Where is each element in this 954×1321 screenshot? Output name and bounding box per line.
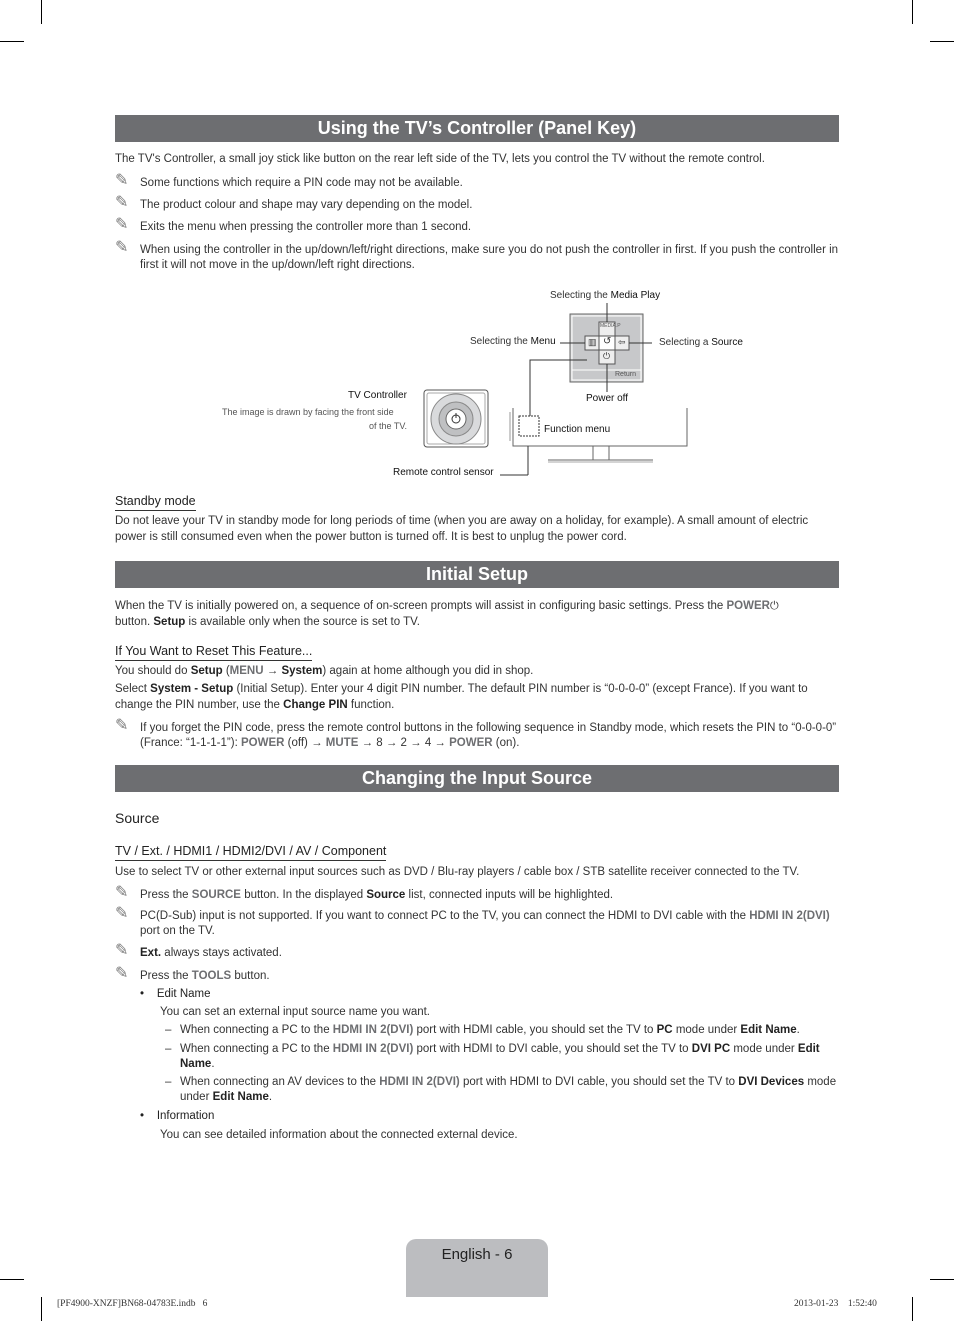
- note-item: ✎ Press the SOURCE button. In the displayed Source list, connected inputs will be highlighted.: [115, 884, 614, 901]
- crop-mark: [912, 1297, 913, 1321]
- reset-line-1: You should do Setup (MENU → System) again at home although you did in shop.: [115, 665, 534, 677]
- pencil-note-icon: ✎: [115, 239, 129, 256]
- pencil-note-icon: ✎: [115, 194, 129, 211]
- page-number: English - 6: [441, 1246, 513, 1263]
- panel-return-label: Return: [615, 371, 637, 378]
- information-desc: You can see detailed information about the connected external device.: [160, 1129, 518, 1141]
- pencil-note-icon: ✎: [115, 942, 129, 959]
- image-note-line2: of the TV.: [369, 421, 408, 431]
- initial-setup-text: When the TV is initially powered on, a sequence of on-screen prompts will assist in configuring basic settings. Press the POWER⏻ button. Setup is available only when the source is set to TV.: [115, 600, 779, 628]
- pencil-note-icon: ✎: [115, 884, 129, 901]
- file-info: [PF4900-XNZF]BN68-04783E.indb 6: [57, 1299, 208, 1309]
- pencil-note-icon: ✎: [115, 172, 129, 189]
- note-item: ✎ Exits the menu when pressing the controller more than 1 second.: [115, 216, 472, 233]
- intro-text: The TV's Controller, a small joy stick like button on the rear left side of the TV, lets you control the TV without the remote control.: [115, 153, 765, 165]
- edit-name-desc: You can set an external input source name you want.: [160, 1006, 430, 1018]
- note-item: ✎ Press the TOOLS button.: [115, 965, 270, 982]
- bullet-information: • Information: [140, 1110, 215, 1122]
- date-info: 2013-01-23 ​ 1:52:40: [794, 1299, 877, 1309]
- function-menu-label: Function menu: [544, 424, 611, 435]
- note-item: ✎ PC(D-Sub) input is not supported. If you want to connect PC to the TV, you can connect the HDMI to DVI cable with the HDMI IN 2(DVI) port on the TV.: [115, 905, 830, 937]
- power-off-label: Power off: [586, 393, 629, 404]
- remote-sensor-label: Remote control sensor: [393, 467, 494, 478]
- section-title-panel-key: Using the TV’s Controller (Panel Key): [115, 115, 839, 142]
- crop-mark: [41, 1297, 42, 1321]
- note-item: ✎ When using the controller in the up/down/left/right directions, make sure you do not push the controller in first. If you push the controller in first it will not move in the up/down/left right directions.: [115, 239, 839, 271]
- power-icon: ⏻: [769, 600, 779, 612]
- reset-heading: If You Want to Reset This Feature...: [115, 644, 312, 661]
- dash-item: – When connecting a PC to the HDMI IN 2(DVI) port with HDMI to DVI cable, you should set the TV to DVI PC mode under Edit Name.: [165, 1043, 820, 1070]
- pencil-note-icon: ✎: [115, 717, 129, 734]
- note-item: ✎ If you forget the PIN code, press the remote control buttons in the following sequence in Standby mode, which resets the PIN to “0-0-0-0” (France: “1-1-1-1”): POWER (off) → MUTE → 8 → 2 → 4 → POWER (on).: [115, 717, 837, 749]
- tv-controller-label: TV Controller: [348, 390, 407, 401]
- note-item: ✎ Ext. always stays activated.: [115, 942, 282, 959]
- pencil-note-icon: ✎: [115, 905, 129, 922]
- section-title-input-source: Changing the Input Source: [115, 765, 839, 792]
- note-item: ✎ Some functions which require a PIN code may not be available.: [115, 172, 463, 189]
- bullet-edit-name: • Edit Name: [140, 988, 211, 1000]
- image-note-line1: The image is drawn by facing the front side: [222, 407, 394, 417]
- source-label: Selecting a Source: [659, 337, 743, 348]
- media-play-label: Selecting the Media Play: [550, 290, 661, 301]
- note-item: ✎ The product colour and shape may vary depending on the model.: [115, 194, 473, 211]
- pencil-note-icon: ✎: [115, 216, 129, 233]
- reset-line-2: Select System - Setup (Initial Setup). Enter your 4 digit PIN number. The default PIN number is “0-0-0-0” (except France). If you want to change the PIN number, use the Change PIN function.: [115, 683, 808, 711]
- tv-controller-diagram: [0, 0, 954, 500]
- crop-mark: [930, 1279, 954, 1280]
- section-title-initial-setup: Initial Setup: [115, 561, 839, 588]
- panel-power-icon: ⏻: [603, 351, 611, 361]
- sources-heading: TV / Ext. / HDMI1 / HDMI2/DVI / AV / Component: [115, 844, 386, 861]
- pencil-note-icon: ✎: [115, 965, 129, 982]
- panel-return-icon: ↺: [603, 336, 612, 347]
- menu-label: Selecting the Menu: [470, 336, 556, 347]
- panel-media-label: MEDIA.P: [600, 323, 621, 329]
- source-heading: Source: [115, 810, 160, 826]
- crop-mark: [0, 1279, 24, 1280]
- panel-source-icon: ⇦: [618, 337, 626, 347]
- dash-item: – When connecting an AV devices to the HDMI IN 2(DVI) port with HDMI to DVI cable, you should set the TV to DVI Devices mode under Edit Name.: [165, 1076, 837, 1103]
- dash-item: – When connecting a PC to the HDMI IN 2(DVI) port with HDMI cable, you should set the TV to PC mode under Edit Name.: [165, 1024, 800, 1036]
- standby-text: Do not leave your TV in standby mode for long periods of time (when you are away on a holiday, for example). A small amount of electric power is still consumed even when the power button is turned off. It is best to unplug the power cord.: [115, 515, 809, 543]
- panel-menu-icon: ▥: [588, 337, 597, 347]
- source-intro: Use to select TV or other external input sources such as DVD / Blu-ray players / cable box / STB satellite receiver connected to the TV.: [115, 866, 800, 878]
- standby-heading: Standby mode: [115, 494, 196, 511]
- page-number-tab: [406, 1239, 548, 1297]
